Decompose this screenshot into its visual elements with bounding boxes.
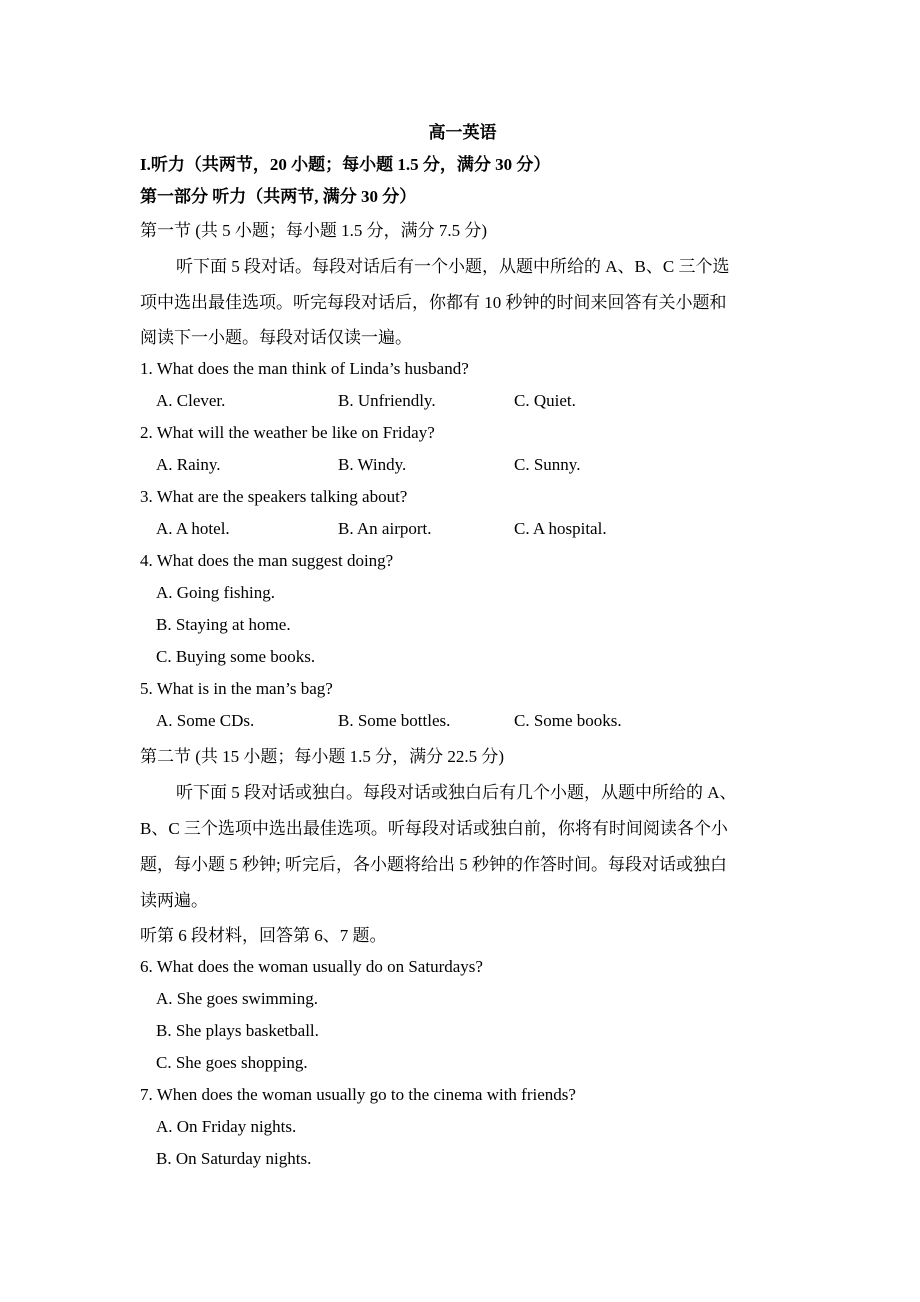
instruction-line: B、C 三个选项中选出最佳选项。听每段对话或独白前，你将有时间阅读各个小 [140,818,728,838]
option-c: C. Sunny. [514,455,581,474]
option-a: A. She goes swimming. [156,989,318,1008]
instruction-line: 题，每小题 5 秒钟; 听完后，各小题将给出 5 秒钟的作答时间。每段对话或独白 [140,854,727,874]
option-b: B. An airport. [338,519,432,538]
options-row [140,513,785,545]
option-b: B. Some bottles. [338,711,451,730]
option-a: A. On Friday nights. [156,1117,297,1136]
option-b: B. On Saturday nights. [156,1149,312,1168]
option-a: A. A hotel. [156,519,230,538]
question-7: 7. When does the woman usually go to the cinema with friends? [140,1085,576,1104]
section-header: I.听力（共两节，20 小题；每小题 1.5 分，满分 30 分） [140,154,551,174]
option-a: A. Clever. [156,391,226,410]
exam-page [140,114,785,1175]
option-c: C. Quiet. [514,391,576,410]
options-row [140,705,785,737]
option-c: C. Buying some books. [156,647,316,666]
instruction-line: 听下面 5 段对话。每段对话后有一个小题，从题中所给的 A、B、C 三个选 [176,256,730,276]
option-b: B. Unfriendly. [338,391,436,410]
page-title: 高一英语 [428,122,497,142]
instruction-line: 读两遍。 [140,890,208,910]
option-c: C. Some books. [514,711,622,730]
option-b: B. She plays basketball. [156,1021,319,1040]
question-6: 6. What does the woman usually do on Saturdays? [140,957,483,976]
option-b: B. Windy. [338,455,407,474]
question-3: 3. What are the speakers talking about? [140,487,408,506]
question-2: 2. What will the weather be like on Friday? [140,423,435,442]
part-header: 第一部分 听力（共两节, 满分 30 分） [140,186,417,206]
instruction-line: 阅读下一小题。每段对话仅读一遍。 [140,328,412,347]
instruction-line: 听下面 5 段对话或独白。每段对话或独白后有几个小题，从题中所给的 A、 [176,782,737,802]
question-4: 4. What does the man suggest doing? [140,551,394,570]
material-note: 听第 6 段材料，回答第 6、7 题。 [140,926,387,945]
option-c: C. A hospital. [514,519,607,538]
options-row [140,449,785,481]
option-c: C. She goes shopping. [156,1053,308,1072]
option-a: A. Going fishing. [156,583,275,602]
section1-heading: 第一节 (共 5 小题；每小题 1.5 分，满分 7.5 分) [140,220,488,240]
question-5: 5. What is in the man’s bag? [140,679,333,698]
option-b: B. Staying at home. [156,615,291,634]
options-row [140,385,785,417]
question-1: 1. What does the man think of Linda’s husband? [140,359,469,378]
section2-heading: 第二节 (共 15 小题；每小题 1.5 分，满分 22.5 分) [140,747,505,766]
option-a: A. Some CDs. [156,711,255,730]
option-a: A. Rainy. [156,455,221,474]
instruction-line: 项中选出最佳选项。听完每段对话后，你都有 10 秒钟的时间来回答有关小题和 [140,292,727,312]
